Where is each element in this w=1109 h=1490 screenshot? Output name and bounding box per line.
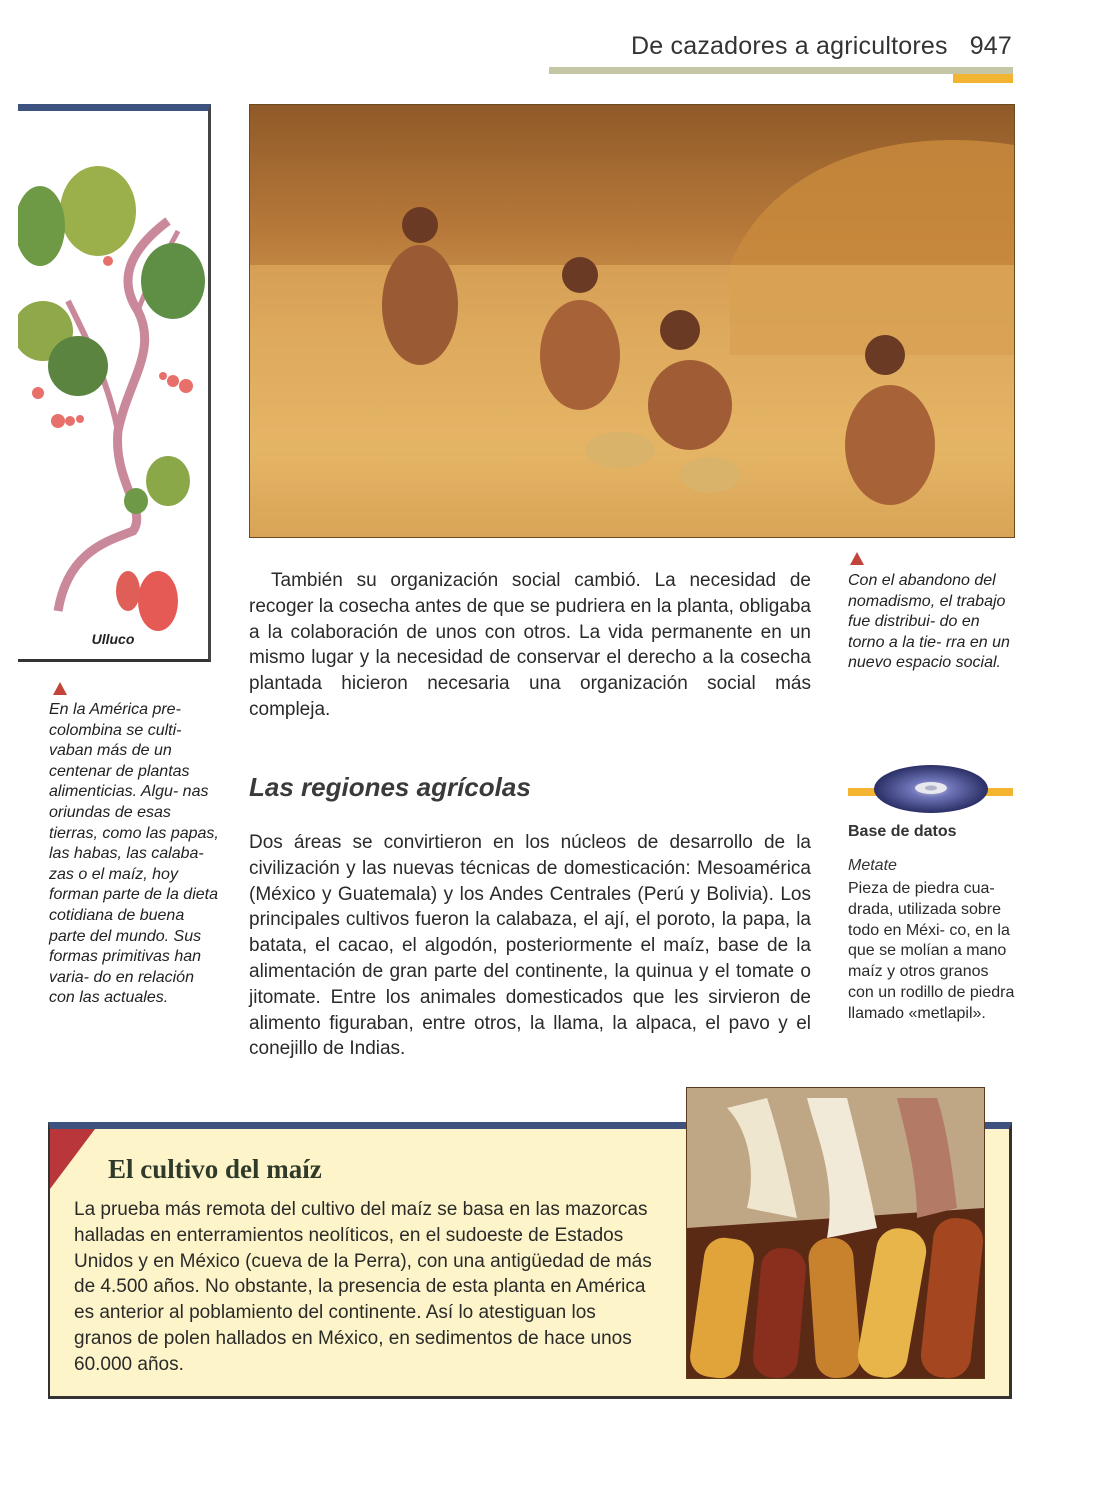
ulluco-note: En la América pre- colombina se culti- vaban más de un centenar de plantas alimenticias. Algu- nas oriundas de esas tierras, como las papas, las habas, las calaba- zas o el maíz, hoy forman parte de la dieta cotidiana de buena parte del mundo. Sus formas primitivas han varia- do en relación con las actuales. xyxy=(49,701,219,1007)
tuber xyxy=(116,571,140,611)
corn-photo xyxy=(686,1087,985,1379)
photo-caption: Con el abandono del nomadismo, el trabajo fue distribui- do en torno a la tie- rra en un nuevo espacio social. xyxy=(848,572,1010,672)
feature-title: El cultivo del maíz xyxy=(108,1154,322,1184)
leaf xyxy=(60,166,136,256)
caption-marker-icon xyxy=(850,552,864,565)
leaf xyxy=(146,456,190,506)
page-number: 947 xyxy=(969,32,1012,60)
caption-marker-icon xyxy=(53,682,67,695)
diorama-photo xyxy=(249,104,1015,538)
section-heading: Las regiones agrícolas xyxy=(249,772,531,802)
tuber xyxy=(138,571,178,631)
diorama-scene-image xyxy=(250,105,1014,537)
chapter-title: De cazadores a agricultores xyxy=(631,32,948,60)
ulluco-illustration-panel xyxy=(18,104,211,662)
header-accent-bar xyxy=(953,74,1013,83)
database-definition: Pieza de piedra cua- drada, utilizada sobre todo en Méxi- co, en la que se molían a mano maíz y otros granos con un rodillo de piedra llamado «metlapil». xyxy=(848,880,1015,1022)
header-rule xyxy=(549,67,1013,74)
leaf xyxy=(48,336,108,396)
leaf xyxy=(124,488,148,514)
running-head xyxy=(560,32,1012,61)
database-title: Base de datos xyxy=(848,823,957,840)
ulluco-plant-illustration xyxy=(18,131,208,631)
database-term: Metate xyxy=(848,857,897,874)
feature-text: La prueba más remota del cultivo del maíz se basa en las mazorcas halladas en enterramientos neolíticos, en el sudoeste de Estados Unidos y en México (cueva de la Perra), con una antigüedad de más de 4.500 años. No obstante, la presencia de esta planta en América es anterior al poblamiento del continente. Así lo atestiguan los granos de polen hallados en México, en sedimentos de hace unos 60.000 años. xyxy=(74,1199,652,1375)
leaf xyxy=(18,186,65,266)
cd-rom-icon xyxy=(873,764,989,814)
ulluco-caption: Ulluco xyxy=(91,631,135,647)
indian-corn-image xyxy=(687,1088,984,1378)
body-paragraph: También su organización social cambió. La necesidad de recoger la cosecha antes de que se pudriera en la planta, obligaba a la colaboración de unos con otros. La vida permanente en un mismo lugar y la necesidad de conservar el derecho a la cosecha plantada hicieron necesaria una organización social más compleja. xyxy=(249,570,811,720)
body-paragraph: Dos áreas se convirtieron en los núcleos de desarrollo de la civilización y las nuevas técnicas de domesticación: Mesoamérica (México y Guatemala) y los Andes Centrales (Perú y Bolivia). Los principales cultivos fueron la calabaza, el ají, el poroto, la papa, la batata, el cacao, el algodón, posteriormente el maíz, base de la alimentación de gran parte del continente, la quinua y el tomate o jitomate. Entre los animales domesticados que les sirvieron de alimento figuraban, entre otros, la llama, la alpaca, el pavo y el conejillo de Indias. xyxy=(249,832,811,1060)
corner-accent xyxy=(50,1129,95,1189)
leaf xyxy=(141,243,205,319)
